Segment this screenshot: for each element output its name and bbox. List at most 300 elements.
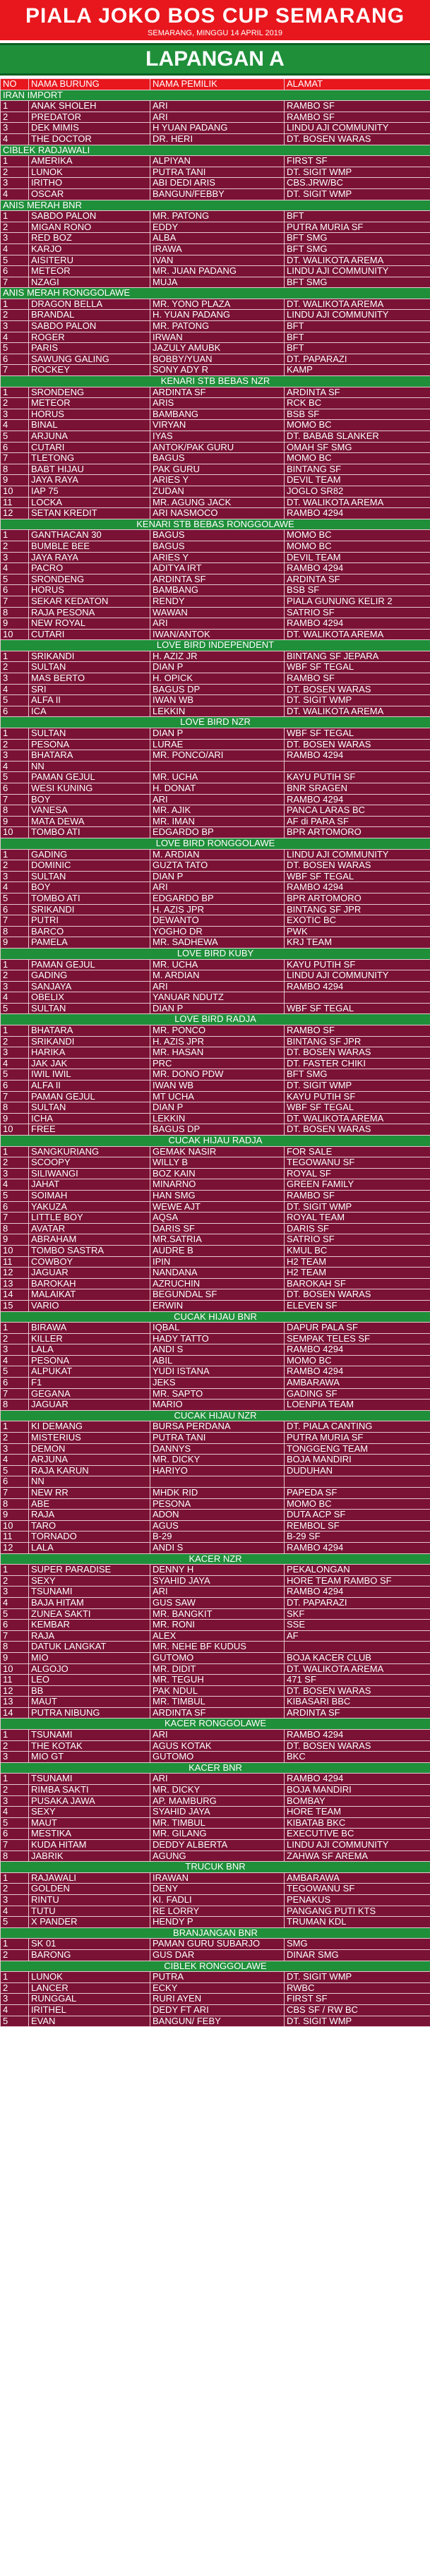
cell-bird-name: MISTERIUS: [29, 1433, 150, 1444]
table-row: [1, 827, 430, 838]
cell-no: 4: [1, 563, 29, 574]
table-row: [1, 783, 430, 795]
table-row: [1, 420, 430, 431]
cell-no: 4: [1, 992, 29, 1004]
table-row: [1, 453, 430, 464]
table-row: [1, 1972, 430, 1983]
cell-bird-name: SULTAN: [29, 1102, 150, 1114]
cell-owner-name: YANUAR NDUTZ: [150, 992, 285, 1004]
cell-bird-name: MAUT: [29, 1817, 150, 1829]
table-row: [1, 343, 430, 354]
column-header-bird: NAMA BURUNG: [29, 79, 150, 90]
table-row: [1, 739, 430, 750]
section-header-row: [1, 1136, 430, 1147]
cell-bird-name: LALA: [29, 1542, 150, 1553]
cell-no: 6: [1, 1476, 29, 1488]
table-row: [1, 1003, 430, 1014]
cell-address: RAMBO 4294: [285, 882, 430, 893]
cell-address: [285, 761, 430, 772]
cell-address: PAPEDA SF: [285, 1488, 430, 1499]
cell-bird-name: MESTIKA: [29, 1829, 150, 1840]
cell-no: 8: [1, 1850, 29, 1862]
table-row: [1, 1642, 430, 1653]
cell-bird-name: MAUT: [29, 1697, 150, 1708]
table-row: [1, 816, 430, 827]
cell-address: RCK BC: [285, 398, 430, 409]
cell-no: 6: [1, 1829, 29, 1840]
cell-no: 11: [1, 1531, 29, 1543]
cell-address: DT. BOSEN WARAS: [285, 684, 430, 695]
cell-address: FIRST SF: [285, 156, 430, 167]
cell-bird-name: TSUNAMI: [29, 1774, 150, 1785]
cell-no: 10: [1, 1245, 29, 1256]
section-header-row: [1, 948, 430, 959]
cell-no: 2: [1, 398, 29, 409]
table-row: [1, 1102, 430, 1114]
section-header-row: [1, 838, 430, 849]
cell-address: BSB SF: [285, 409, 430, 420]
table-row: [1, 188, 430, 200]
cell-no: 5: [1, 772, 29, 783]
cell-no: 8: [1, 805, 29, 817]
cell-bird-name: DATUK LANGKAT: [29, 1642, 150, 1653]
cell-no: 4: [1, 1455, 29, 1466]
cell-owner-name: ARDINTA SF: [150, 1707, 285, 1719]
cell-address: TEGOWANU SF: [285, 1157, 430, 1169]
table-row: [1, 475, 430, 486]
cell-no: 5: [1, 1003, 29, 1014]
lapangan-title: LAPANGAN A: [0, 43, 430, 76]
cell-owner-name: MUJA: [150, 277, 285, 288]
cell-owner-name: ANDI S: [150, 1344, 285, 1356]
cell-no: 4: [1, 133, 29, 145]
cell-no: 5: [1, 695, 29, 706]
table-row: [1, 1807, 430, 1818]
cell-owner-name: MR. DICKY: [150, 1785, 285, 1796]
cell-bird-name: VANESA: [29, 805, 150, 817]
cell-bird-name: TSUNAMI: [29, 1730, 150, 1741]
section-title: KENARI STB BEBAS NZR: [1, 376, 430, 387]
cell-owner-name: BAGUS DP: [150, 684, 285, 695]
table-row: [1, 1025, 430, 1037]
cell-no: 5: [1, 1190, 29, 1201]
cell-owner-name: H. AZIS JPR: [150, 904, 285, 915]
cell-bird-name: TOMBO ATI: [29, 827, 150, 838]
cell-address: DT. SIGIT WMP: [285, 167, 430, 178]
cell-no: 6: [1, 1201, 29, 1212]
cell-bird-name: HARIKA: [29, 1047, 150, 1059]
cell-address: DUDUHAN: [285, 1465, 430, 1476]
cell-no: 11: [1, 1675, 29, 1686]
cell-no: 12: [1, 1268, 29, 1279]
section-header-row: [1, 1014, 430, 1025]
table-row: [1, 1697, 430, 1708]
cell-address: DUTA ACP SF: [285, 1510, 430, 1521]
cell-address: DT. WALIKOTA AREMA: [285, 299, 430, 310]
table-row: [1, 1542, 430, 1553]
cell-bird-name: CUTARI: [29, 442, 150, 453]
cell-owner-name: HENDY P: [150, 1917, 285, 1928]
cell-owner-name: ABIL: [150, 1355, 285, 1366]
cell-no: 2: [1, 1157, 29, 1169]
cell-owner-name: DIAN P: [150, 662, 285, 673]
cell-address: ROYAL SF: [285, 1168, 430, 1179]
cell-address: [285, 992, 430, 1004]
table-row: [1, 1840, 430, 1851]
cell-address: BPR ARTOMORO: [285, 827, 430, 838]
cell-owner-name: ALPIYAN: [150, 156, 285, 167]
cell-no: 3: [1, 178, 29, 189]
table-row: [1, 486, 430, 497]
table-row: [1, 849, 430, 860]
section-title: LOVE BIRD RADJA: [1, 1014, 430, 1025]
cell-owner-name: ARI: [150, 1587, 285, 1598]
table-row: [1, 992, 430, 1004]
table-row: [1, 1091, 430, 1102]
cell-no: 6: [1, 904, 29, 915]
table-row: [1, 431, 430, 443]
cell-owner-name: PAMAN GURU SUBARJO: [150, 1939, 285, 1950]
cell-no: 8: [1, 1400, 29, 1411]
cell-no: 3: [1, 552, 29, 563]
cell-address: H2 TEAM: [285, 1268, 430, 1279]
cell-no: 5: [1, 1917, 29, 1928]
cell-bird-name: SEKAR KEDATON: [29, 596, 150, 607]
table-row: [1, 1785, 430, 1796]
cell-bird-name: DOMINIC: [29, 860, 150, 872]
cell-bird-name: NN: [29, 761, 150, 772]
cell-owner-name: YOGHO DR: [150, 926, 285, 937]
cell-owner-name: DIAN P: [150, 871, 285, 882]
cell-address: MOMO BC: [285, 453, 430, 464]
cell-no: 3: [1, 1168, 29, 1179]
cell-no: 1: [1, 1025, 29, 1037]
cell-owner-name: MR. NEHE BF KUDUS: [150, 1642, 285, 1653]
table-row: [1, 1388, 430, 1400]
section-title: ANIS MERAH BNR: [1, 200, 430, 211]
cell-address: ARDINTA SF: [285, 387, 430, 398]
cell-bird-name: GADING: [29, 970, 150, 982]
cell-no: 6: [1, 783, 29, 795]
table-row: [1, 618, 430, 630]
cell-owner-name: HADY TATTO: [150, 1333, 285, 1344]
table-row: [1, 1124, 430, 1136]
cell-owner-name: IRWAN: [150, 332, 285, 343]
cell-address: DINAR SMG: [285, 1949, 430, 1961]
section-title: LOVE BIRD NZR: [1, 717, 430, 728]
table-row: [1, 1400, 430, 1411]
cell-no: 2: [1, 222, 29, 233]
cell-address: RAMBO SF: [285, 1190, 430, 1201]
cell-no: 2: [1, 1433, 29, 1444]
table-row: [1, 1268, 430, 1279]
cell-address: KAYU PUTIH SF: [285, 1091, 430, 1102]
table-row: [1, 926, 430, 937]
cell-bird-name: ANAK SHOLEH: [29, 101, 150, 112]
cell-address: DT. BABAB SLANKER: [285, 431, 430, 443]
cell-address: BFT SMG: [285, 1069, 430, 1081]
cell-owner-name: ARI: [150, 1730, 285, 1741]
table-row: [1, 541, 430, 552]
cell-bird-name: MIGAN RONO: [29, 222, 150, 233]
cell-no: 10: [1, 1520, 29, 1531]
cell-address: OMAH SF SMG: [285, 442, 430, 453]
cell-owner-name: MHDK RID: [150, 1488, 285, 1499]
cell-owner-name: AUDRE B: [150, 1245, 285, 1256]
cell-bird-name: NN: [29, 1476, 150, 1488]
cell-bird-name: BABT HIJAU: [29, 464, 150, 475]
cell-owner-name: H. YUAN PADANG: [150, 310, 285, 321]
cell-bird-name: SOIMAH: [29, 1190, 150, 1201]
table-row: [1, 1774, 430, 1785]
cell-no: 1: [1, 1972, 29, 1983]
cell-no: 1: [1, 728, 29, 740]
cell-no: 3: [1, 981, 29, 992]
column-header-owner: NAMA PEMILIK: [150, 79, 285, 90]
cell-address: ZAHWA SF AREMA: [285, 1850, 430, 1862]
cell-address: DT. SIGIT WMP: [285, 1081, 430, 1092]
cell-address: MOMO BC: [285, 530, 430, 541]
table-row: [1, 1366, 430, 1378]
table-row: [1, 1652, 430, 1663]
cell-owner-name: MR. JUAN PADANG: [150, 266, 285, 277]
cell-bird-name: TSUNAMI: [29, 1587, 150, 1598]
cell-address: WBF SF TEGAL: [285, 871, 430, 882]
table-row: [1, 1510, 430, 1521]
cell-owner-name: BAGUS: [150, 453, 285, 464]
cell-address: RAMBO 4294: [285, 981, 430, 992]
table-row: [1, 1752, 430, 1763]
cell-address: BFT: [285, 321, 430, 332]
cell-owner-name: DEWANTO: [150, 915, 285, 927]
results-table: [0, 78, 430, 2027]
cell-address: PWK: [285, 926, 430, 937]
cell-bird-name: LUNOK: [29, 1972, 150, 1983]
cell-no: 4: [1, 761, 29, 772]
cell-no: 3: [1, 750, 29, 762]
cell-owner-name: MR. PATONG: [150, 211, 285, 222]
table-header-row: [1, 79, 430, 90]
cell-bird-name: LOCKA: [29, 497, 150, 508]
cell-owner-name: DEDDY ALBERTA: [150, 1840, 285, 1851]
cell-no: 10: [1, 486, 29, 497]
table-row: [1, 684, 430, 695]
cell-address: BINTANG SF: [285, 464, 430, 475]
cell-no: 8: [1, 607, 29, 618]
cell-bird-name: TOMBO ATI: [29, 893, 150, 904]
cell-bird-name: ROGER: [29, 332, 150, 343]
cell-address: DT. SIGIT WMP: [285, 1201, 430, 1212]
table-row: [1, 1455, 430, 1466]
cell-owner-name: DENY: [150, 1884, 285, 1895]
cell-address: RAMBO 4294: [285, 1587, 430, 1598]
cell-owner-name: ADON: [150, 1510, 285, 1521]
cell-no: 3: [1, 1994, 29, 2005]
cell-no: 7: [1, 1488, 29, 1499]
table-row: [1, 651, 430, 662]
table-row: [1, 398, 430, 409]
cell-bird-name: JAK JAK: [29, 1058, 150, 1069]
cell-no: 5: [1, 1069, 29, 1081]
table-row: [1, 1190, 430, 1201]
cell-no: 3: [1, 1587, 29, 1598]
cell-address: DT. BOSEN WARAS: [285, 860, 430, 872]
cell-bird-name: KUDA HITAM: [29, 1840, 150, 1851]
cell-no: 13: [1, 1278, 29, 1289]
cell-no: 7: [1, 277, 29, 288]
cell-address: BPR ARTOMORO: [285, 893, 430, 904]
cell-owner-name: PESONA: [150, 1498, 285, 1510]
cell-bird-name: PAMELA: [29, 937, 150, 949]
cell-owner-name: RURI AYEN: [150, 1994, 285, 2005]
cell-bird-name: BHATARA: [29, 1025, 150, 1037]
cell-bird-name: ALFA II: [29, 1081, 150, 1092]
cell-owner-name: LURAE: [150, 739, 285, 750]
cell-address: DARIS SF: [285, 1223, 430, 1234]
table-row: [1, 1433, 430, 1444]
table-row: [1, 1465, 430, 1476]
table-row: [1, 1289, 430, 1301]
cell-address: DT. PIALA CANTING: [285, 1421, 430, 1433]
cell-owner-name: ARI: [150, 101, 285, 112]
cell-address: BFT: [285, 343, 430, 354]
table-row: [1, 596, 430, 607]
cell-owner-name: WAWAN: [150, 607, 285, 618]
cell-owner-name: [150, 1476, 285, 1488]
cell-address: BNR SRAGEN: [285, 783, 430, 795]
table-row: [1, 1817, 430, 1829]
table-row: [1, 728, 430, 740]
cell-bird-name: SETAN KREDIT: [29, 508, 150, 519]
cell-bird-name: THE DOCTOR: [29, 133, 150, 145]
cell-bird-name: PUTRI: [29, 915, 150, 927]
cell-bird-name: RIMBA SAKTI: [29, 1785, 150, 1796]
cell-address: [285, 1476, 430, 1488]
cell-owner-name: IYAS: [150, 431, 285, 443]
cell-owner-name: MR. TIMBUL: [150, 1817, 285, 1829]
cell-no: 4: [1, 1179, 29, 1191]
cell-owner-name: KI. FADLI: [150, 1894, 285, 1906]
cell-owner-name: BOBBY/YUAN: [150, 354, 285, 365]
section-header-row: [1, 376, 430, 387]
cell-no: 11: [1, 1256, 29, 1268]
cell-no: 2: [1, 541, 29, 552]
cell-no: 9: [1, 1113, 29, 1124]
cell-no: 1: [1, 849, 29, 860]
cell-owner-name: IWAN WB: [150, 695, 285, 706]
cell-owner-name: MR. IMAN: [150, 816, 285, 827]
cell-no: 1: [1, 959, 29, 970]
cell-no: 2: [1, 1884, 29, 1895]
cell-bird-name: BOY: [29, 794, 150, 805]
cell-bird-name: SABDO PALON: [29, 211, 150, 222]
table-row: [1, 1565, 430, 1576]
cell-address: RAMBO 4294: [285, 750, 430, 762]
section-title: CUCAK HIJAU NZR: [1, 1410, 430, 1421]
cell-owner-name: PAK NDUL: [150, 1685, 285, 1697]
cell-bird-name: VARIO: [29, 1300, 150, 1311]
cell-address: DT. SIGIT WMP: [285, 2016, 430, 2027]
table-row: [1, 233, 430, 244]
cell-bird-name: BAROKAH: [29, 1278, 150, 1289]
cell-owner-name: BAGUS DP: [150, 1124, 285, 1136]
table-row: [1, 1344, 430, 1356]
table-row: [1, 101, 430, 112]
cell-owner-name: ANTOK/PAK GURU: [150, 442, 285, 453]
cell-no: 6: [1, 266, 29, 277]
cell-no: 1: [1, 1421, 29, 1433]
cell-bird-name: IRITHEL: [29, 2004, 150, 2016]
cell-no: 1: [1, 211, 29, 222]
cell-address: DT. PAPARAZI: [285, 354, 430, 365]
cell-bird-name: RAJAWALI: [29, 1872, 150, 1884]
cell-owner-name: DIAN P: [150, 728, 285, 740]
table-row: [1, 1884, 430, 1895]
cell-bird-name: SCOOPY: [29, 1157, 150, 1169]
table-row: [1, 365, 430, 376]
cell-address: DT. WALIKOTA AREMA: [285, 1113, 430, 1124]
cell-bird-name: SULTAN: [29, 728, 150, 740]
cell-address: PANCA LARAS BC: [285, 805, 430, 817]
cell-owner-name: RE LORRY: [150, 1906, 285, 1917]
table-row: [1, 1245, 430, 1256]
cell-address: SATRIO SF: [285, 1234, 430, 1246]
cell-bird-name: TUTU: [29, 1906, 150, 1917]
cell-bird-name: RAJA: [29, 1510, 150, 1521]
section-title: ANIS MERAH RONGGOLAWE: [1, 288, 430, 299]
cell-address: DT. BOSEN WARAS: [285, 1124, 430, 1136]
cell-owner-name: ARI NASMOCO: [150, 508, 285, 519]
cell-address: AMBARAWA: [285, 1378, 430, 1389]
cell-no: 1: [1, 1872, 29, 1884]
table-row: [1, 706, 430, 717]
cell-owner-name: MR. BANGKIT: [150, 1608, 285, 1620]
table-row: [1, 860, 430, 872]
section-title: CUCAK HIJAU BNR: [1, 1311, 430, 1323]
table-row: [1, 1168, 430, 1179]
table-row: [1, 2016, 430, 2027]
cell-owner-name: AGUS KOTAK: [150, 1740, 285, 1752]
cell-no: 5: [1, 1817, 29, 1829]
cell-owner-name: MR. TEGUH: [150, 1675, 285, 1686]
section-header-row: [1, 1719, 430, 1730]
table-row: [1, 1355, 430, 1366]
cell-owner-name: MR. DONO PDW: [150, 1069, 285, 1081]
cell-owner-name: MR. GILANG: [150, 1829, 285, 1840]
cell-address: BOJA KACER CLUB: [285, 1652, 430, 1663]
cell-owner-name: H. AZIS JPR: [150, 1036, 285, 1047]
cell-address: RAMBO SF: [285, 673, 430, 685]
cell-no: 7: [1, 1840, 29, 1851]
table-row: [1, 497, 430, 508]
table-row: [1, 1939, 430, 1950]
cell-address: RAMBO 4294: [285, 1774, 430, 1785]
cell-no: 4: [1, 1906, 29, 1917]
cell-no: 1: [1, 156, 29, 167]
cell-address: PIALA GUNUNG KELIR 2: [285, 596, 430, 607]
cell-no: 2: [1, 739, 29, 750]
table-row: [1, 222, 430, 233]
cell-no: 6: [1, 585, 29, 596]
table-row: [1, 1498, 430, 1510]
cell-owner-name: HARIYO: [150, 1465, 285, 1476]
section-header-row: [1, 288, 430, 299]
cell-bird-name: MIO GT: [29, 1752, 150, 1763]
cell-no: 7: [1, 1388, 29, 1400]
table-row: [1, 1740, 430, 1752]
cell-no: 9: [1, 1652, 29, 1663]
cell-no: 12: [1, 508, 29, 519]
